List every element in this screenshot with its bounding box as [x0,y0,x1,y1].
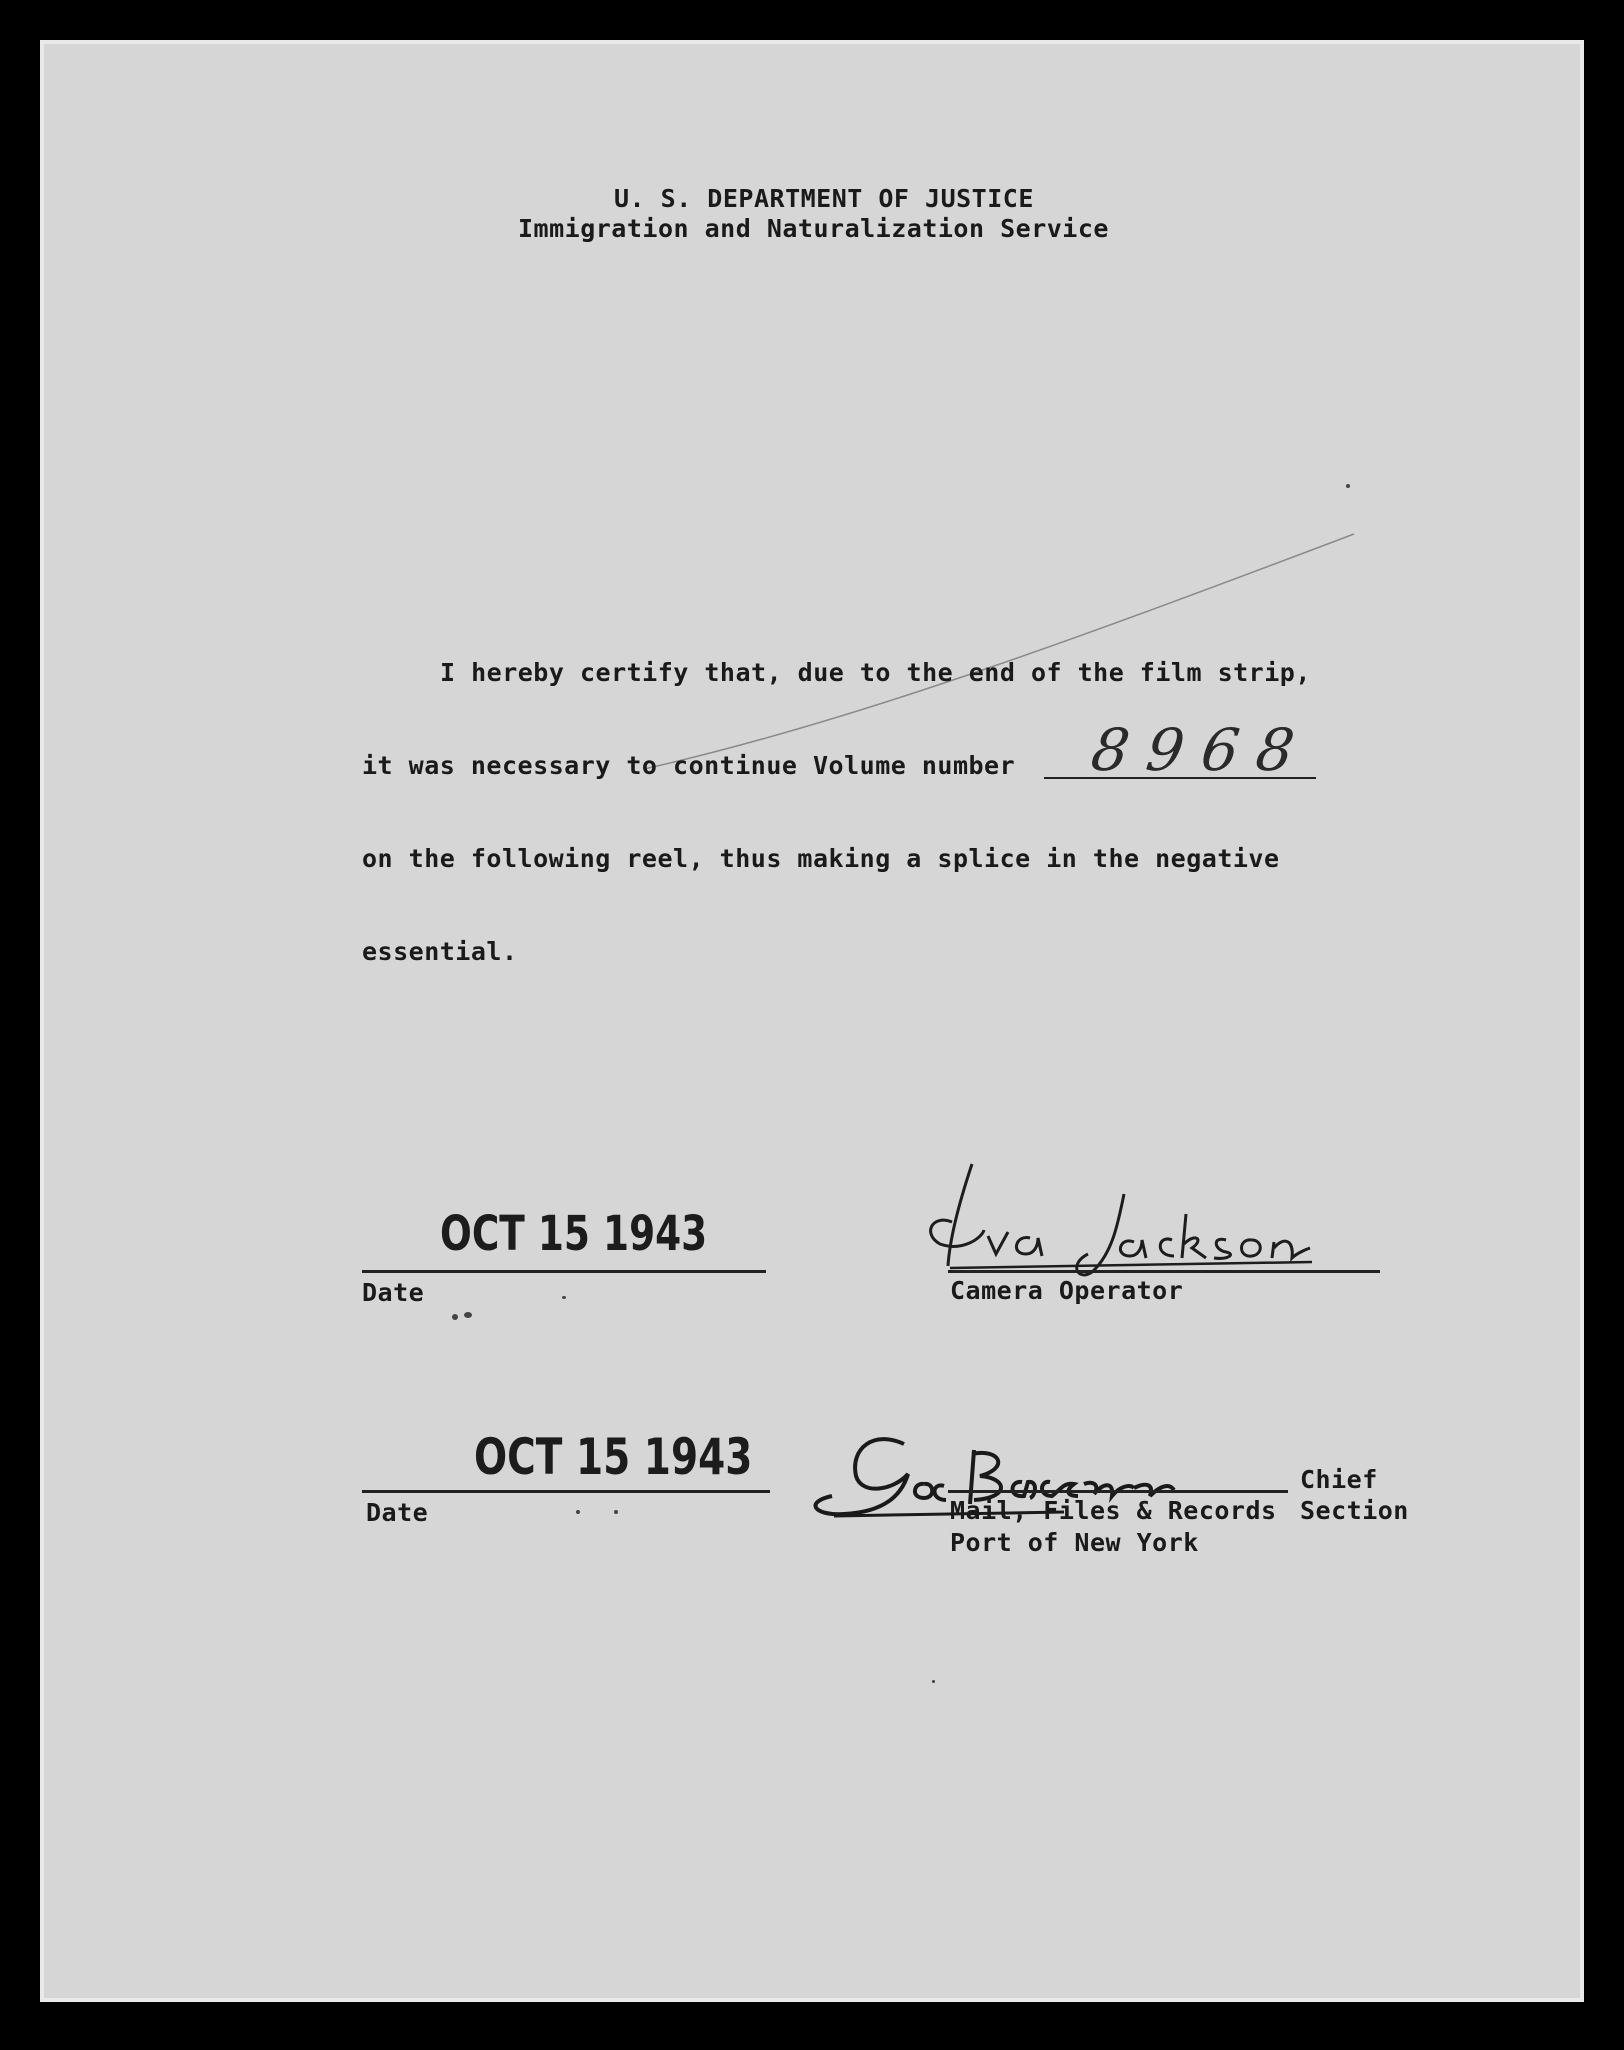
date-label-1: Date [362,1278,425,1307]
title-port-of-new-york: Port of New York [950,1528,1199,1557]
volume-number-handwritten: 8968 [1087,716,1317,784]
speck [464,1312,472,1318]
speck [932,1680,935,1683]
body-line-2-prefix: it was necessary to continue Volume number [362,751,1016,780]
speck [452,1314,458,1320]
speck [614,1510,618,1514]
date-label-2: Date [366,1498,429,1527]
body-line-4: essential. [362,937,518,966]
signature-line-2 [948,1490,1288,1493]
date-stamp-2: OCT 15 1943 [474,1428,753,1486]
speck [1346,484,1350,488]
speck [562,1296,566,1299]
date-line-2 [362,1490,770,1493]
date-stamp-1: OCT 15 1943 [440,1206,708,1262]
title-mail-files-records: Mail, Files & Records [950,1496,1277,1525]
signature-eva-jackson [892,1154,1332,1274]
speck [576,1510,580,1514]
title-section: Section [1300,1496,1409,1525]
body-line-1: I hereby certify that, due to the end of the film strip, [440,658,1311,687]
date-line-1 [362,1270,766,1273]
header-service: Immigration and Naturalization Service [518,214,1109,243]
title-chief: Chief [1300,1465,1378,1494]
body-line-3: on the following reel, thus making a splice in the negative [362,844,1280,873]
header-department: U. S. DEPARTMENT OF JUSTICE [614,184,1034,213]
document-page [40,40,1584,2002]
signature-line-1 [948,1270,1380,1273]
camera-operator-label: Camera Operator [950,1276,1184,1305]
